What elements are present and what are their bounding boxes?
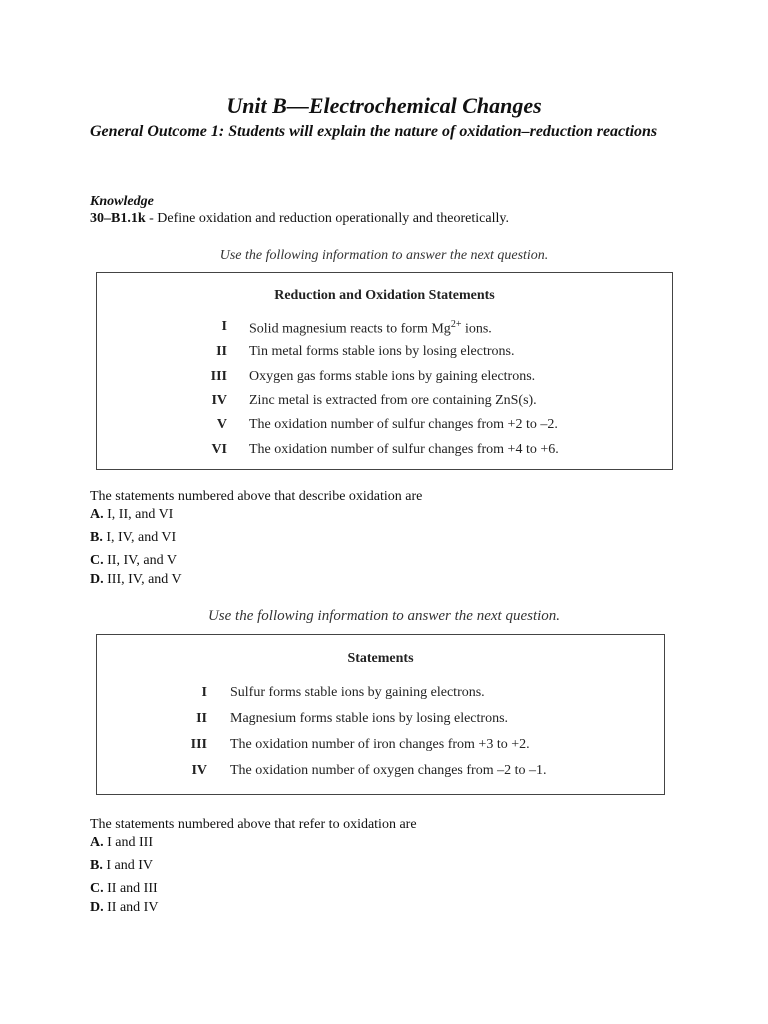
question2-statement-box [96, 634, 665, 795]
statement-text [249, 319, 492, 338]
option-letter: D. [90, 572, 104, 587]
outcome-code: 30–B1.1k [90, 211, 146, 226]
statement-text: Sulfur forms stable ions by gaining electrons. [230, 685, 485, 700]
option-letter: D. [90, 900, 104, 915]
answer-option-b[interactable] [90, 530, 176, 546]
option-text: II and IV [103, 900, 159, 915]
answer-option-a[interactable] [90, 835, 153, 851]
statement-text: The oxidation number of iron changes from +3 to +2. [230, 737, 530, 752]
knowledge-heading: Knowledge [90, 194, 154, 209]
statement-number: IV [191, 763, 207, 778]
option-letter: B. [90, 858, 103, 873]
statement-text: Oxygen gas forms stable ions by gaining electrons. [249, 369, 536, 384]
option-text: I, II, and VI [103, 507, 174, 522]
general-outcome: General Outcome 1: Students will explain the nature of oxidation–reduction reactions [90, 123, 658, 140]
statement-text: Zinc metal is extracted from ore containing ZnS(s). [249, 393, 537, 408]
statement-number: IV [211, 393, 227, 408]
statement-number: I [221, 319, 227, 334]
option-letter: A. [90, 835, 104, 850]
statement-number: II [216, 344, 227, 359]
statement-text-main: Solid magnesium reacts to form Mg [249, 321, 451, 337]
option-text: II and III [103, 881, 158, 896]
statement-text: The oxidation number of sulfur changes from +4 to +6. [249, 442, 559, 457]
answer-option-c[interactable] [90, 881, 158, 897]
statement-number: V [216, 417, 227, 432]
option-letter: C. [90, 881, 104, 896]
outcome-description: - Define oxidation and reduction operationally and theoretically. [145, 211, 509, 226]
question2-instruction: Use the following information to answer the next question. [207, 608, 561, 624]
answer-option-d[interactable] [90, 900, 158, 916]
statement-number: II [196, 711, 207, 726]
answer-option-d[interactable] [90, 572, 182, 588]
option-text: I and III [103, 835, 153, 850]
option-letter: C. [90, 553, 104, 568]
question1-instruction: Use the following information to answer the next question. [219, 248, 549, 263]
option-letter: A. [90, 507, 104, 522]
outcome-line [90, 211, 509, 227]
answer-option-b[interactable] [90, 858, 153, 874]
statement-number: I [201, 685, 207, 700]
statement-number: III [210, 369, 227, 384]
option-text: I and IV [102, 858, 153, 873]
statement-text: Tin metal forms stable ions by losing electrons. [249, 344, 515, 359]
option-text: II, IV, and V [103, 553, 177, 568]
statement-number: III [190, 737, 207, 752]
question1-box-title: Reduction and Oxidation Statements [274, 288, 495, 303]
question2-box-title: Statements [347, 651, 414, 666]
question2-prompt: The statements numbered above that refer to oxidation are [90, 817, 417, 832]
option-letter: B. [90, 530, 103, 545]
answer-option-c[interactable] [90, 553, 177, 569]
statement-number: VI [211, 442, 227, 457]
statement-text-end: ions. [461, 321, 492, 337]
statement-text: The oxidation number of sulfur changes from +2 to –2. [249, 417, 558, 432]
answer-option-a[interactable] [90, 507, 173, 523]
option-text: I, IV, and VI [102, 530, 177, 545]
page-title: Unit B—Electrochemical Changes [226, 93, 542, 118]
question1-prompt: The statements numbered above that describe oxidation are [90, 489, 423, 504]
statement-text: Magnesium forms stable ions by losing electrons. [230, 711, 509, 726]
option-text: III, IV, and V [103, 572, 182, 587]
statement-text: The oxidation number of oxygen changes from –2 to –1. [230, 763, 547, 778]
question1-statement-box [96, 272, 673, 470]
statement-superscript: 2+ [450, 319, 462, 330]
